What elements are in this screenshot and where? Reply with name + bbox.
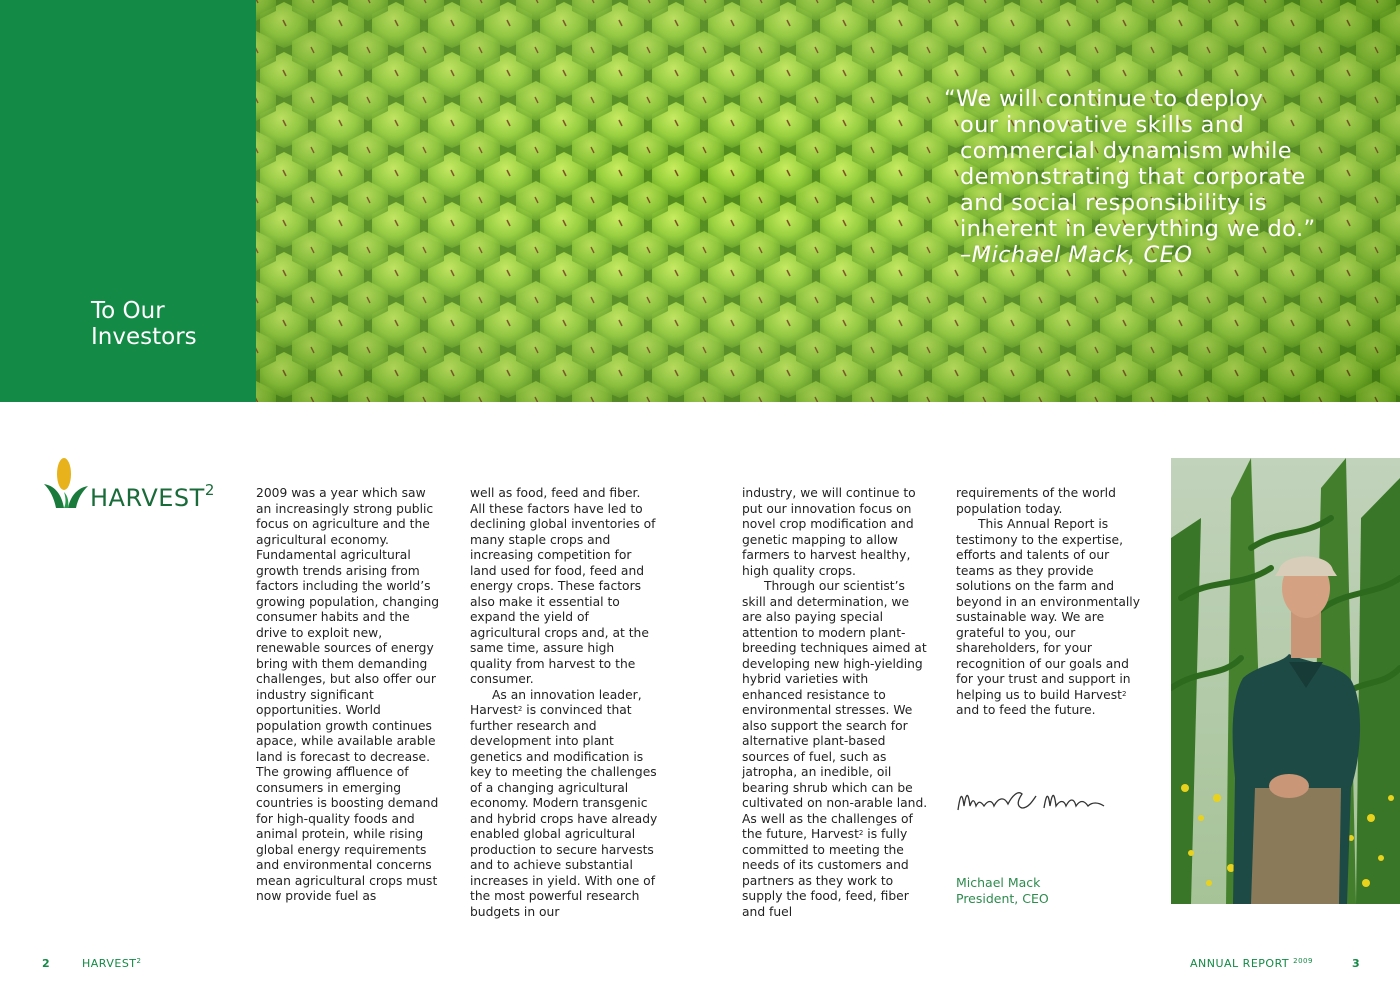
quote-attribution: –Michael Mack, CEO: [960, 242, 1193, 268]
right-footer-label: ANNUAL REPORT $^{2009}$: [1190, 957, 1313, 970]
paragraph: Through our scientist’s skill and determination, we are also paying special attention to modern plant-breeding techniques aimed at developing new high-yielding hybrid varieties with enhanced resistance to environmental stresses. We also support the search for alternative plant-based sources of fuel, such as jatropha, an inedible, oil bearing shrub which can be cultivated on non-arable land. As well as the challenges of the future, Harvest$^2$ is fully committed to meeting the needs of its customers and partners as they work to supply the food, feed, fiber and fuel: [742, 579, 928, 919]
ceo-signature: [952, 776, 1122, 826]
paragraph: As an innovation leader, Harvest$^2$ is convinced that further research and development into plant genetics and modification is key to meeting the challenges of a changing agricultural economy. Modern transgenic and hybrid crops have already enabled global agricultural production to secure harvests and to achieve substantial increases in yield. With one of the most powerful research budgets in our: [470, 687, 658, 919]
signer-role: President, CEO: [956, 891, 1049, 906]
section-title: To Our Investors: [91, 298, 197, 350]
left-page-number: 2: [42, 957, 51, 970]
ceo-quote: “We will continue to deploy our innovative skills and commercial dynamism while demonstrating that corporate and social responsibility is inherent in everything we do.” –Michael Mack, CEO: [944, 86, 1384, 268]
letter-column-3: industry, we will continue to put our innovation focus on novel crop modification and genetic mapping to allow farmers to harvest healthy, high quality crops. Through our scientist’s skill and determination, we are also paying special attention to modern plant-breeding techniques aimed at developing new high-yielding hybrid varieties with enhanced resistance to environmental stresses. We also support the search for alternative plant-based sources of fuel, such as jatropha, an inedible, oil bearing shrub which can be cultivated on non-arable land. As well as the challenges of the future, Harvest$^2$ is fully committed to meeting the needs of its customers and partners as they work to supply the food, feed, fiber and fuel: [742, 486, 932, 920]
corn-icon: [42, 456, 92, 512]
harvest-logo: [42, 456, 242, 516]
ceo-portrait-photo: [1171, 458, 1400, 904]
letter-column-4: requirements of the world population today. This Annual Report is testimony to the expertise, efforts and talents of our teams as they provide solutions on the farm and beyond in an environmentally sustainable way. We are grateful to you, our shareholders, for your recognition of our goals and for your trust and support in helping us to build Harvest$^2$ and to feed the future.: [956, 486, 1146, 719]
signer-name: Michael Mack: [956, 875, 1041, 890]
signature-icon: [952, 776, 1122, 826]
paragraph: This Annual Report is testimony to the expertise, efforts and talents of our teams as they provide solutions on the farm and beyond in an environmentally sustainable way. We are grateful to you, our shareholders, for your recognition of our goals and for your trust and support in helping us to build Harvest$^2$ and to feed the future.: [956, 517, 1140, 717]
left-footer-brand: HARVEST$^2$: [82, 957, 142, 970]
letter-column-1: 2009 was a year which saw an increasingly strong public focus on agriculture and the agricultural economy. Fundamental agricultural growth trends arising from factors including the world’s growing population, changing consumer habits and the drive to exploit new, renewable sources of energy bring with them demanding challenges, but also offer our industry significant opportunities. World population growth continues apace, while available arable land is forecast to decrease. The growing affluence of consumers in emerging countries is boosting demand for high-quality foods and animal protein, while rising global energy requirements and environmental concerns mean agricultural crops must now provide fuel as: [256, 486, 440, 903]
right-page-number: 3: [1352, 957, 1361, 970]
letter-column-2: well as food, feed and fiber. All these factors have led to declining global inventories of many staple crops and increasing competition for land used for food, feed and energy crops. These factors also make it essential to expand the yield of agricultural crops and, at the same time, assure high quality from harvest to the consumer. As an innovation leader, Harvest$^2$ is convinced that further research and development into plant genetics and modification is key to meeting the challenges of a changing agricultural economy. Modern transgenic and hybrid crops have already enabled global agricultural production to secure harvests and to achieve substantial increases in yield. With one of the most powerful research budgets in our: [470, 486, 658, 919]
signer-block: [956, 875, 1049, 907]
logo-wordmark: HARVEST$^2$: [90, 481, 215, 512]
